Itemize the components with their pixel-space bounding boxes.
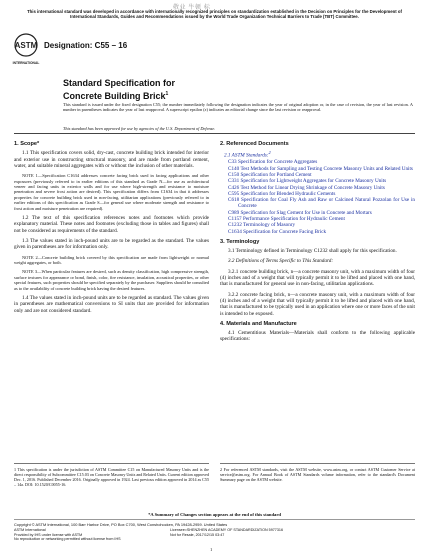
reference-code[interactable]: C1157 [228,216,242,222]
astm-logo-icon [14,33,38,67]
svg-text:ASTM: ASTM [14,41,38,50]
term-3-1: 3.1 Terminology defined in Terminology C1232 shall apply for this specification. [228,248,397,255]
refs-heading: 2. Referenced Documents [220,141,289,147]
footnote-2: 2 For referenced ASTM standards, visit the ASTM website, www.astm.org, or contact ASTM Customer Service at service@astm.org. For Annual Book of ASTM Standards volume information, refer to the standard's Document Summary page on the ASTM website. [220,463,415,482]
reference-title[interactable]: Specification for Portland Cement [240,171,312,178]
logo-text: INTERNATIONAL [12,61,40,65]
term-3-2-2: 3.2.2 concrete facing brick, n—a concrete masonry unit, with a maximum width of four (4) inches and of a weight that will typically permit it to be lifted and placed with one hand, that is manufactured to be typically used in an application where one or more faces of the unit is intended to be exposed. [220,291,415,317]
note-1: NOTE 1—Specification C1634 addresses concrete facing brick used in facing applications and other exposures (previously referred to in earlier editions of this standard as Grade N—for use as architectural veneer and facing units in exterior walls and for use where high-strength and resistance to moisture penetration and severe frost action are desired). This specification differs from C1634 in that it addresses properties for concrete building brick used in non-facing, utilitarian applications (previously referred to in earlier editions of this specification as Grade S—for general use where moderate strength and resistance to frost action and moisture penetration are required). [14,173,209,211]
copyright-line: Copyright © ASTM International, 100 Barr Harbor Drive, PO Box C700, West Conshohocken, PA 19428-2959. United States [14,519,415,527]
standard-title [63,78,175,101]
dod-approval: This standard has been approved for use by agencies of the U.S. Department of Defense. [63,126,216,131]
reference-title[interactable]: Test Methods for Sampling and Testing Concrete Masonry Units and Related Units [240,165,413,172]
reference-title[interactable]: Performance Specification for Hydraulic Cement [242,216,345,222]
reference-title[interactable]: Specification for Lightweight Aggregates for Concrete Masonry Units [240,178,387,185]
reference-code[interactable]: C1634 [228,228,242,235]
title-line1: Standard Specification for [63,78,176,88]
reference-title[interactable]: Test Method for Linear Drying Shrinkage of Concrete Masonry Units [240,184,385,191]
reference-title[interactable]: Terminology of Masonry [243,222,296,229]
reference-code[interactable]: C618 [228,197,240,204]
reference-code[interactable]: C150 [228,171,240,178]
reference-code[interactable]: C426 [228,184,240,191]
note-3: NOTE 3—When particular features are desired, such as density classification, high compressive strength, surface textures for appearance or bond, finish, color, fire resistance, insulation, acoustical properties, or other special features, such properties should be specified separately by the purchaser. Suppliers should be consulted as to the availability of concrete building brick having the desired features. [14,269,209,291]
reference-item[interactable] [224,229,415,235]
right-column [220,141,415,347]
reference-item[interactable] [224,197,415,210]
reference-title[interactable]: Specification for Concrete Facing Brick [243,228,327,235]
scope-1-1: 1.1 This specification covers solid, dry-cast, concrete building brick intended for interior and exterior use in constructing structural masonry, and are made from portland cement, water, and suitable mineral aggregates with or without the inclusion of other materials. [14,150,209,169]
term-3-2: 3.2 Definitions of Terms Specific to This Standard: [228,258,334,265]
wto-notice: This international standard was developed in accordance with internationally recognized principles on standardization established in the Decision on Principles for the Development of International Standards, Guides and Recommendations issued by the World Trade Organization Technical Barriers to Trade (TBT) Committee. [27,9,402,20]
scope-1-2: 1.2 The text of this specification references notes and footnotes which provide explanatory material. These notes and footnotes (excluding those in tables and figures) shall not be considered as requirements of the standard. [14,215,209,234]
reference-code[interactable]: C595 [228,190,240,197]
page-number: 1 [210,547,213,552]
term-3-2-1: 3.2.1 concrete building brick, n—a concrete masonry unit, with a maximum width of four (4) inches and of a weight that will typically permit it to be lifted and placed with one hand, that is manufactured for general use in non-facing, utilitarian applications. [220,268,415,288]
title-line2: Concrete Building Brick [63,90,166,101]
scope-heading: 1. Scope* [14,141,40,147]
summary-of-changes-note: *A Summary of Changes section appears at the end of this standard [148,512,281,517]
license-right: Licensee=SHENZHEN ACADEMY OF STANDARDIZATION 5977316 Not for Resale, 2017/12/15 03:47 [170,528,284,537]
designation: Designation: C55 – 16 [44,41,128,50]
reference-title[interactable]: Specification for Coal Fly Ash and Raw or Calcined Natural Pozzolan for Use in Concrete [238,197,416,210]
reference-code[interactable]: C331 [228,178,240,185]
footnote-1: 1 This specification is under the jurisdiction of ASTM Committee C15 on Manufactured Masonry Units and is the direct responsibility of Subcommittee C15.03 on Concrete Masonry Units and Related Units. Current edition approved Dec. 1, 2016. Published December 2016. Originally approved in 1924. Last previous edition approved in 2014 as C55 – 14a. DOI: 10.1520/C0055-16. [14,463,209,487]
reference-title[interactable]: Specification for Concrete Aggregates [237,159,318,166]
reference-title[interactable]: Specification for Blended Hydraulic Cements [240,190,336,197]
watermark: 敬业 牛顿 标 [173,4,211,11]
reference-code[interactable]: C989 [228,209,240,216]
title-footnote-mark: 1 [165,90,169,97]
materials-heading: 4. Materials and Manufacture [220,320,297,327]
terminology-heading: 3. Terminology [220,238,260,245]
fixed-designation-note: This standard is issued under the fixed designation C55; the number immediately following the designation indicates the year of original adoption or, in the case of revision, the year of last revision. A number in parentheses indicates the year of last reapproval. A superscript epsilon (ε) indicates an editorial change since the last revision or reapproval. [63,102,413,113]
scope-1-3: 1.3 The values stated in inch-pound units are to be regarded as the standard. The values given in parentheses are for information only. [14,237,209,251]
reference-code[interactable]: C1232 [228,222,242,229]
reference-code[interactable]: C140 [228,165,240,172]
scope-1-4: 1.4 The values stated in inch-pound units are to be regarded as standard. The values given in parentheses are mathematical conversions to SI units that are provided for information only and are not considered standard. [14,294,209,314]
license-left: ASTM International Provided by IHS under license with ASTM No reproduction or networking permitted without license from IHS [14,528,121,542]
reference-title[interactable]: Specification for Slag Cement for Use in Concrete and Mortars [240,209,372,216]
materials-4-1: 4.1 Cementitious Materials—Materials shall conform to the following applicable specifications: [220,330,415,343]
astm-standards-subheading: 2.1 ASTM Standards:$^2$ [224,150,271,160]
reference-code[interactable]: C33 [228,159,237,166]
header-divider [14,133,415,134]
left-column [14,141,209,318]
reference-list [220,159,415,235]
note-2: NOTE 2—Concrete building brick covered by this specification are made from lightweight or normal weight aggregates, or both. [14,254,209,265]
